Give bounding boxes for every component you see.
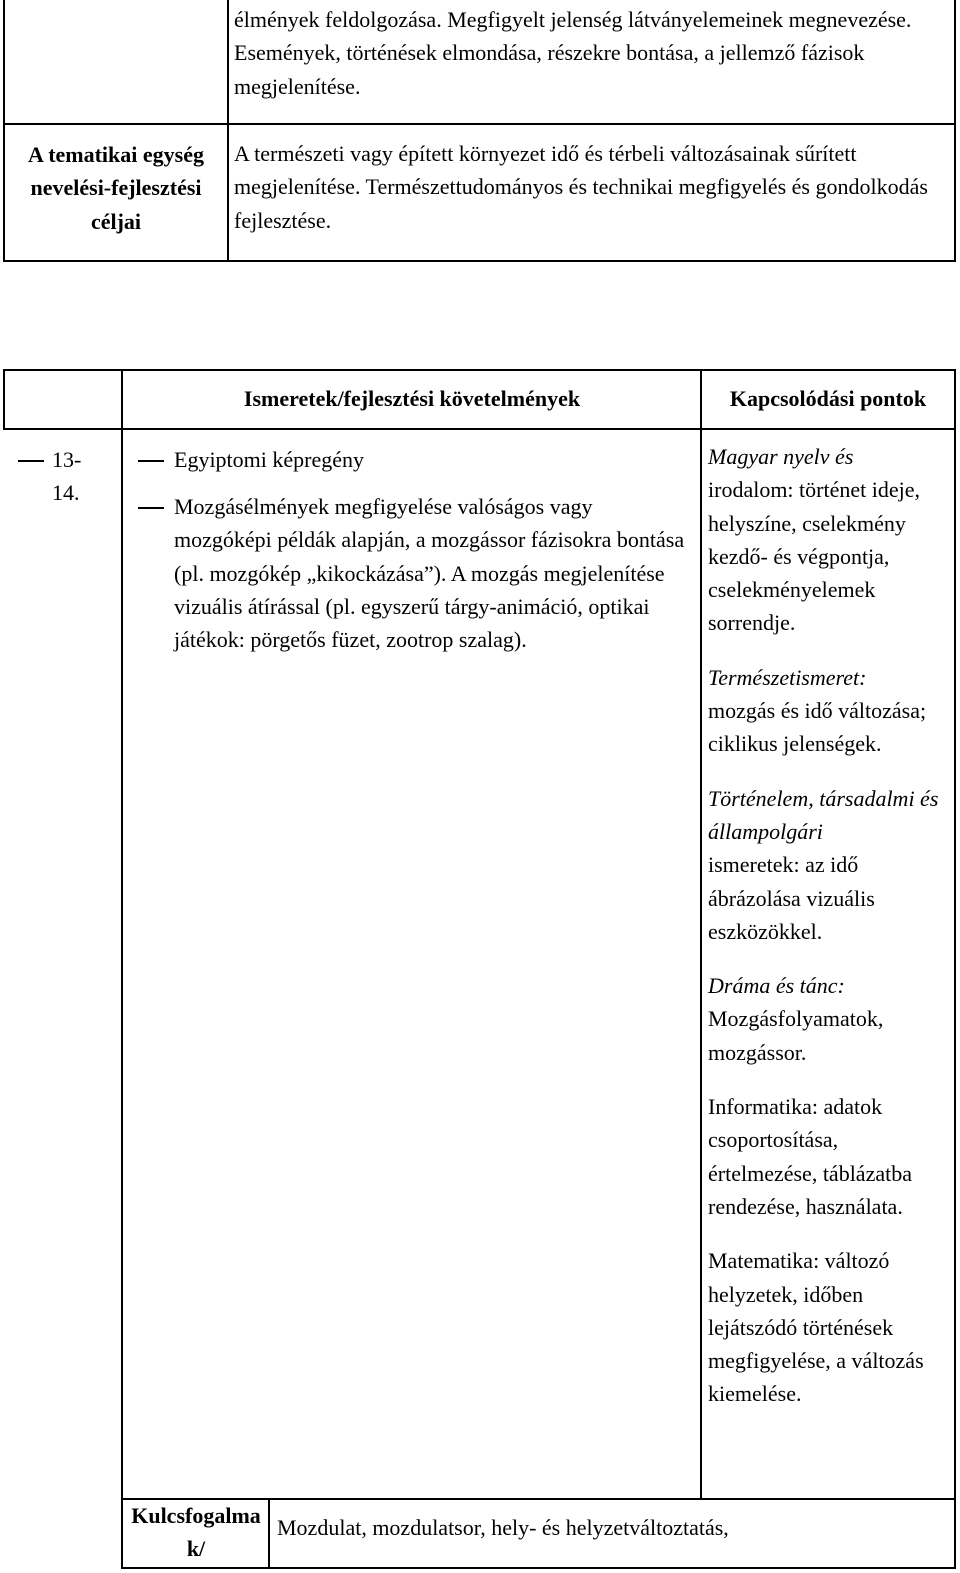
key-concepts-label: Kulcsfogalmak/ xyxy=(131,1503,261,1562)
item-egyptian-comic: Egyiptomi képregény xyxy=(174,447,365,472)
connection-subject: Történelem, társadalmi és állampolgári xyxy=(708,785,939,844)
header-knowledge: Ismeretek/fejlesztési követelmények xyxy=(243,386,581,411)
connections-list xyxy=(708,440,952,1432)
top-row1-text: élmények feldolgozása. Megfigyelt jelenség látványelemeinek megnevezése. Események, történések elmondása, részekre bontása, a jellemző fázisok megjelenítése. xyxy=(234,7,912,99)
item-movement-experiences: Mozgásélmények megfigyelése valóságos vagy mozgóképi példák alapján, a mozgássor fázisokra bontása (pl. mozgókép „kikockázása”). A mozgás megjelenítése vizuális átírással (pl. egyszerű tárgy-animáció, optikai játékok: pörgetős füzet, zootrop szalag). xyxy=(174,494,685,653)
hours-dash xyxy=(18,460,44,462)
connection-text: Informatika: adatok csoportosítása, értelmezése, táblázatba rendezése, használata. xyxy=(708,1094,912,1219)
connection-subject: Dráma és tánc: xyxy=(708,973,845,999)
connection-history xyxy=(708,782,952,948)
key-concepts-text: Mozdulat, mozdulatsor, hely- és helyzetváltoztatás, xyxy=(277,1515,729,1540)
learning-goals-label: A tematikai egység nevelési-fejlesztési céljai xyxy=(28,142,204,234)
learning-goals-text: A természeti vagy épített környezet idő és térbeli változásainak sűrített megjelenítése. Természettudományos és technikai megfigyelés és gondolkodás fejlesztése. xyxy=(234,141,928,233)
item-dash-2 xyxy=(138,507,164,509)
connection-text: Matematika: változó helyzetek, időben lejátszódó történések megfigyelése, a változás kiemelése. xyxy=(708,1248,924,1407)
header-connections: Kapcsolódási pontok xyxy=(729,386,927,411)
hours-number: 13-14. xyxy=(52,447,82,506)
connection-drama xyxy=(708,969,952,1069)
connection-text: mozgás és idő változása; ciklikus jelenségek. xyxy=(708,698,927,757)
connection-literature xyxy=(708,440,952,640)
item-dash-1 xyxy=(138,460,164,462)
connection-science xyxy=(708,661,952,761)
connection-informatics xyxy=(708,1090,952,1223)
connection-text: irodalom: történet ideje, helyszíne, cselekmény kezdő- és végpontja, cselekményelemek sorrendje. xyxy=(708,477,920,636)
connection-math xyxy=(708,1244,952,1410)
connection-text: Mozgásfolyamatok, mozgássor. xyxy=(708,1006,884,1065)
connection-text: ismeretek: az idő ábrázolása vizuális eszközökkel. xyxy=(708,852,875,944)
connection-subject: Természetismeret: xyxy=(708,664,867,690)
connection-subject: Magyar nyelv és xyxy=(708,444,854,469)
